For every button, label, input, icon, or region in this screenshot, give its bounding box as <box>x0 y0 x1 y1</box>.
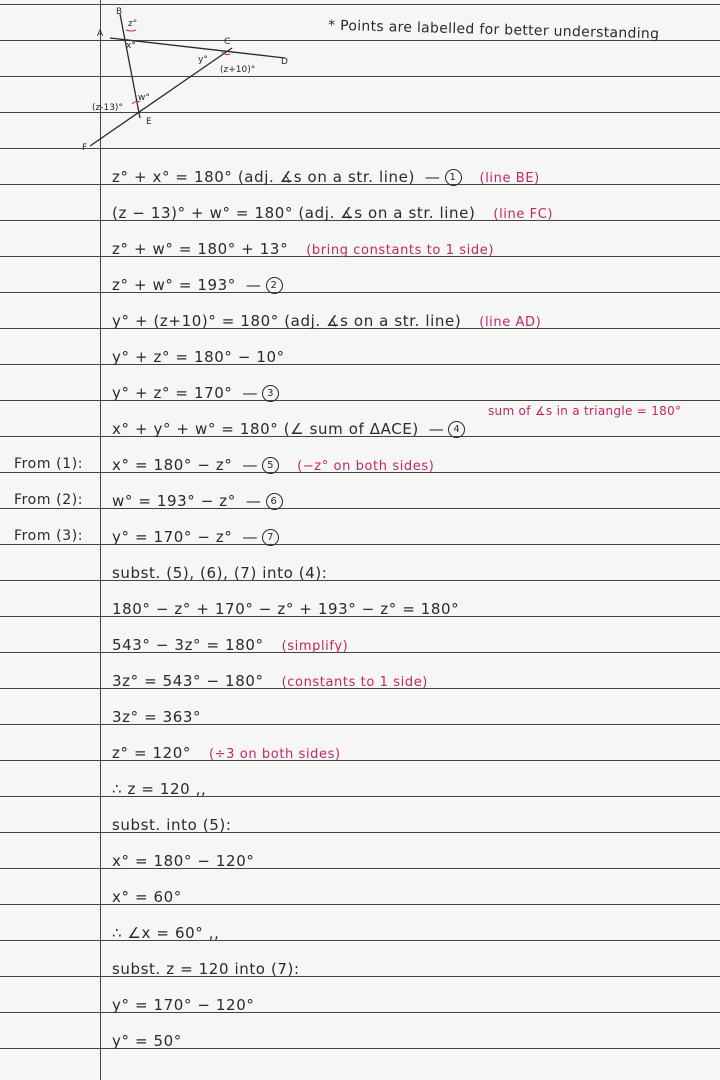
equation-text: 3z° = 363° <box>112 708 202 726</box>
geometry-figure <box>0 0 720 156</box>
working-row <box>0 269 720 305</box>
equation-text: ∴ ∠x = 60° ,, <box>112 924 220 942</box>
equation-number-badge: 1 <box>445 169 462 186</box>
row-equation <box>112 204 553 222</box>
row-equation <box>112 492 283 510</box>
equation-dash: — <box>242 384 259 402</box>
working-row <box>0 953 720 989</box>
row-equation <box>112 528 279 546</box>
working-row <box>0 593 720 629</box>
working-row <box>0 737 720 773</box>
working-row <box>0 809 720 845</box>
point-label-b: B <box>116 7 123 17</box>
equation-text: y° + (z+10)° = 180° (adj. ∡s on a str. line) <box>112 312 462 330</box>
equation-text: x° = 180° − 120° <box>112 852 255 870</box>
equation-note: (line FC) <box>493 207 554 222</box>
row-equation <box>112 168 540 186</box>
equation-text: z° = 120° <box>112 744 192 762</box>
row-equation <box>112 312 541 330</box>
angle-label-y: y° <box>198 55 208 65</box>
angle-label-z-plus-10: (z+10)° <box>220 65 256 75</box>
working-row <box>0 161 720 197</box>
equation-text: subst. into (5): <box>112 816 232 834</box>
equation-number-badge: 6 <box>266 493 283 510</box>
equation-text: 543° − 3z° = 180° <box>112 636 264 654</box>
row-equation <box>112 564 327 582</box>
working-row <box>0 665 720 701</box>
working-row <box>0 773 720 809</box>
working-row <box>0 305 720 341</box>
equation-number-badge: 4 <box>448 421 465 438</box>
row-equation <box>112 960 300 978</box>
equation-text: x° + y° + w° = 180° (∠ sum of ΔACE) <box>112 420 419 438</box>
equation-text: z° + w° = 193° <box>112 276 236 294</box>
row-reference-label: From (2): <box>14 492 84 508</box>
equation-text: 3z° = 543° − 180° <box>112 672 264 690</box>
point-label-c: C <box>224 37 231 47</box>
angle-label-x: x° <box>126 41 136 51</box>
angle-label-w: w° <box>138 93 150 103</box>
equation-note: (line BE) <box>479 171 540 186</box>
equation-note: (−z° on both sides) <box>297 459 435 474</box>
angle-label-z: z° <box>128 19 138 29</box>
row-equation <box>112 384 279 402</box>
point-label-d: D <box>281 57 288 67</box>
equation-text: y° + z° = 180° − 10° <box>112 348 285 366</box>
equation-number-badge: 3 <box>262 385 279 402</box>
equation-note: (line AD) <box>479 315 542 330</box>
row-equation <box>112 1032 182 1050</box>
equation-text: (z − 13)° + w° = 180° (adj. ∡s on a str. line) <box>112 204 476 222</box>
working-row <box>0 881 720 917</box>
equation-note: (constants to 1 side) <box>281 675 428 690</box>
working-row <box>0 1025 720 1061</box>
row-equation <box>112 924 219 942</box>
working-row <box>0 557 720 593</box>
equation-number-badge: 5 <box>262 457 279 474</box>
row-equation <box>112 348 285 366</box>
equation-text: ∴ z = 120 ,, <box>112 780 207 798</box>
equation-text: x° = 60° <box>112 888 182 906</box>
row-equation <box>112 636 348 654</box>
row-equation <box>112 816 231 834</box>
working-row <box>0 233 720 269</box>
point-label-e: E <box>146 117 152 127</box>
equation-number-badge: 7 <box>262 529 279 546</box>
working-row <box>0 413 720 449</box>
row-equation <box>112 744 341 762</box>
equation-text: y° = 50° <box>112 1032 182 1050</box>
equation-text: w° = 193° − z° <box>112 492 236 510</box>
row-equation <box>112 996 254 1014</box>
row-equation <box>112 780 206 798</box>
equation-text: y° = 170° − z° <box>112 528 233 546</box>
equation-note: (simplify) <box>281 639 349 654</box>
working-row <box>0 701 720 737</box>
working-row <box>0 341 720 377</box>
working-row <box>0 629 720 665</box>
row-equation <box>112 276 283 294</box>
equation-note: (bring constants to 1 side) <box>306 243 495 258</box>
working-row <box>0 449 720 485</box>
row-equation <box>112 852 254 870</box>
equation-dash: — <box>424 168 441 186</box>
working-row <box>0 989 720 1025</box>
working-row <box>0 197 720 233</box>
working-row <box>0 917 720 953</box>
row-equation <box>112 672 428 690</box>
equation-text: y° + z° = 170° <box>112 384 233 402</box>
equation-dash: — <box>245 492 262 510</box>
row-equation <box>112 240 494 258</box>
point-label-f: F <box>82 143 88 153</box>
equation-text: z° + x° = 180° (adj. ∡s on a str. line) <box>112 168 415 186</box>
working-row <box>0 845 720 881</box>
equation-text: y° = 170° − 120° <box>112 996 255 1014</box>
working-row <box>0 485 720 521</box>
row-equation <box>112 708 201 726</box>
equation-dash: — <box>245 276 262 294</box>
row-equation <box>112 600 459 618</box>
equation-dash: — <box>242 456 259 474</box>
equation-text: x° = 180° − z° <box>112 456 233 474</box>
equation-text: z° + w° = 180° + 13° <box>112 240 289 258</box>
working-row <box>0 521 720 557</box>
equation-dash: — <box>428 420 445 438</box>
equation-text: subst. (5), (6), (7) into (4): <box>112 564 328 582</box>
row-equation <box>112 888 182 906</box>
equation-dash: — <box>242 528 259 546</box>
triangle-sum-note: sum of ∡s in a triangle = 180° <box>488 404 682 418</box>
row-equation <box>112 420 465 438</box>
figure-note: * Points are labelled for better understanding <box>327 17 660 43</box>
equation-text: 180° − z° + 170° − z° + 193° − z° = 180° <box>112 600 460 618</box>
equation-note: (÷3 on both sides) <box>209 747 341 762</box>
row-reference-label: From (1): <box>14 456 84 472</box>
row-equation <box>112 456 434 474</box>
angle-label-z-minus-13: (z-13)° <box>92 103 123 113</box>
equation-number-badge: 2 <box>266 277 283 294</box>
equation-text: subst. z = 120 into (7): <box>112 960 300 978</box>
row-reference-label: From (3): <box>14 528 84 544</box>
point-label-a: A <box>97 29 104 39</box>
